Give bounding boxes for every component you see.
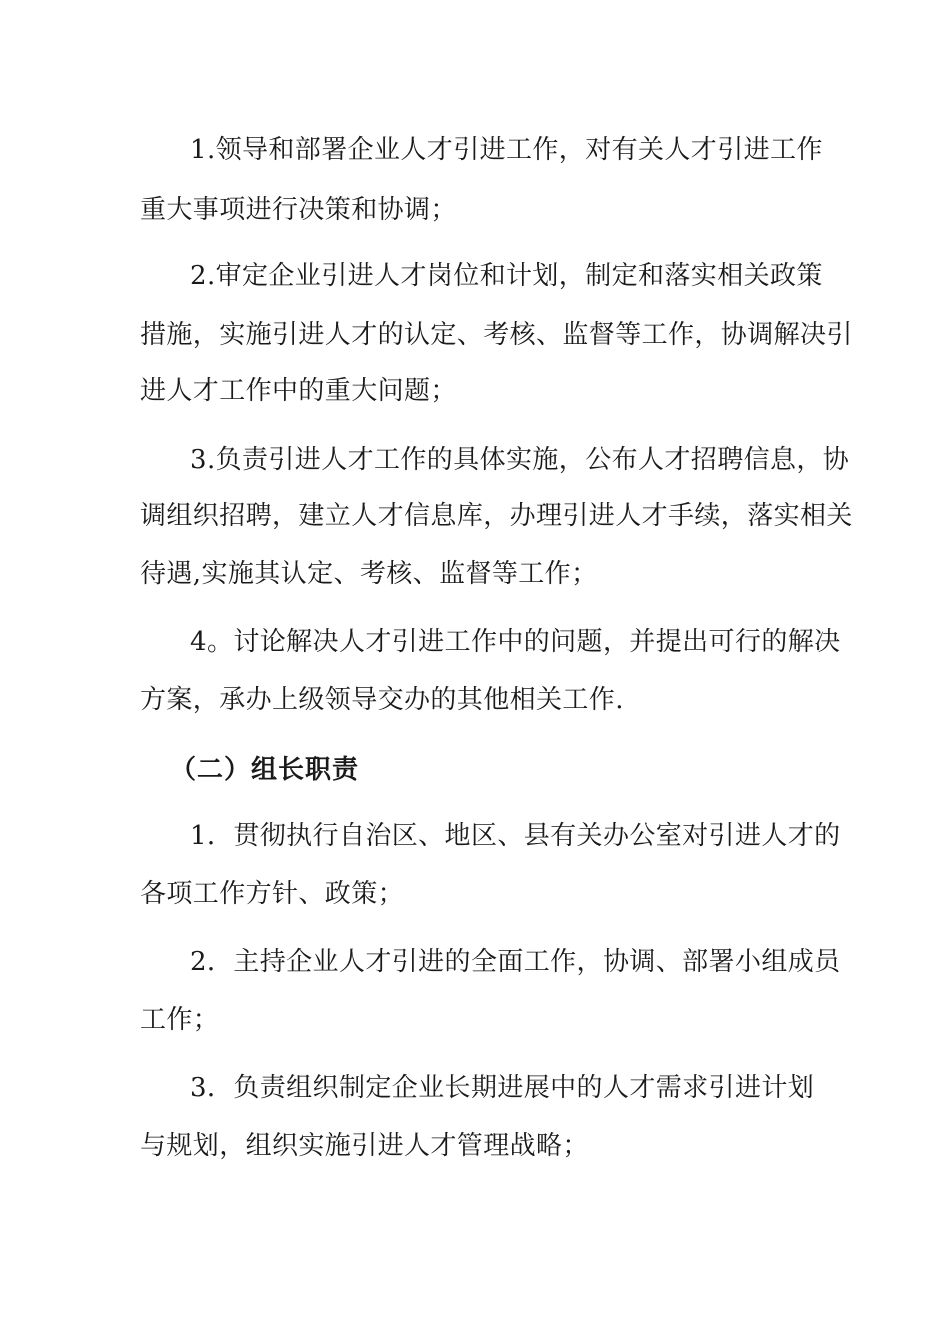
paragraph-3-line-3: 待遇,实施其认定、考核、监督等工作； <box>140 559 598 589</box>
paragraph-4-line-1: 4。讨论解决人才引进工作中的问题，并提出可行的解决 <box>190 627 841 657</box>
duty-1-line-1: 1．贯彻执行自治区、地区、县有关办公室对引进人才的 <box>190 821 841 851</box>
paragraph-2-line-2: 措施，实施引进人才的认定、考核、监督等工作，协调解决引 <box>140 320 853 350</box>
duty-1-line-2: 各项工作方针、政策； <box>140 879 405 909</box>
duty-2-line-2: 工作； <box>140 1005 220 1035</box>
duty-2-line-1: 2．主持企业人才引进的全面工作，协调、部署小组成员 <box>190 947 841 977</box>
paragraph-2-line-1: 2.审定企业引进人才岗位和计划，制定和落实相关政策 <box>190 261 823 291</box>
paragraph-4-line-2: 方案，承办上级领导交办的其他相关工作. <box>140 685 624 715</box>
paragraph-3-line-2: 调组织招聘，建立人才信息库，办理引进人才手续，落实相关 <box>140 501 853 531</box>
paragraph-3-line-1: 3.负责引进人才工作的具体实施，公布人才招聘信息，协 <box>190 445 850 475</box>
paragraph-1-line-1: 1.领导和部署企业人才引进工作，对有关人才引进工作 <box>190 135 823 165</box>
section-heading: （二）组长职责 <box>170 755 360 785</box>
duty-3-line-2: 与规划，组织实施引进人才管理战略； <box>140 1131 589 1161</box>
paragraph-1-line-2: 重大事项进行决策和协调； <box>140 195 457 225</box>
paragraph-2-line-3: 进人才工作中的重大问题； <box>140 376 457 406</box>
duty-3-line-1: 3．负责组织制定企业长期进展中的人才需求引进计划 <box>190 1073 815 1103</box>
